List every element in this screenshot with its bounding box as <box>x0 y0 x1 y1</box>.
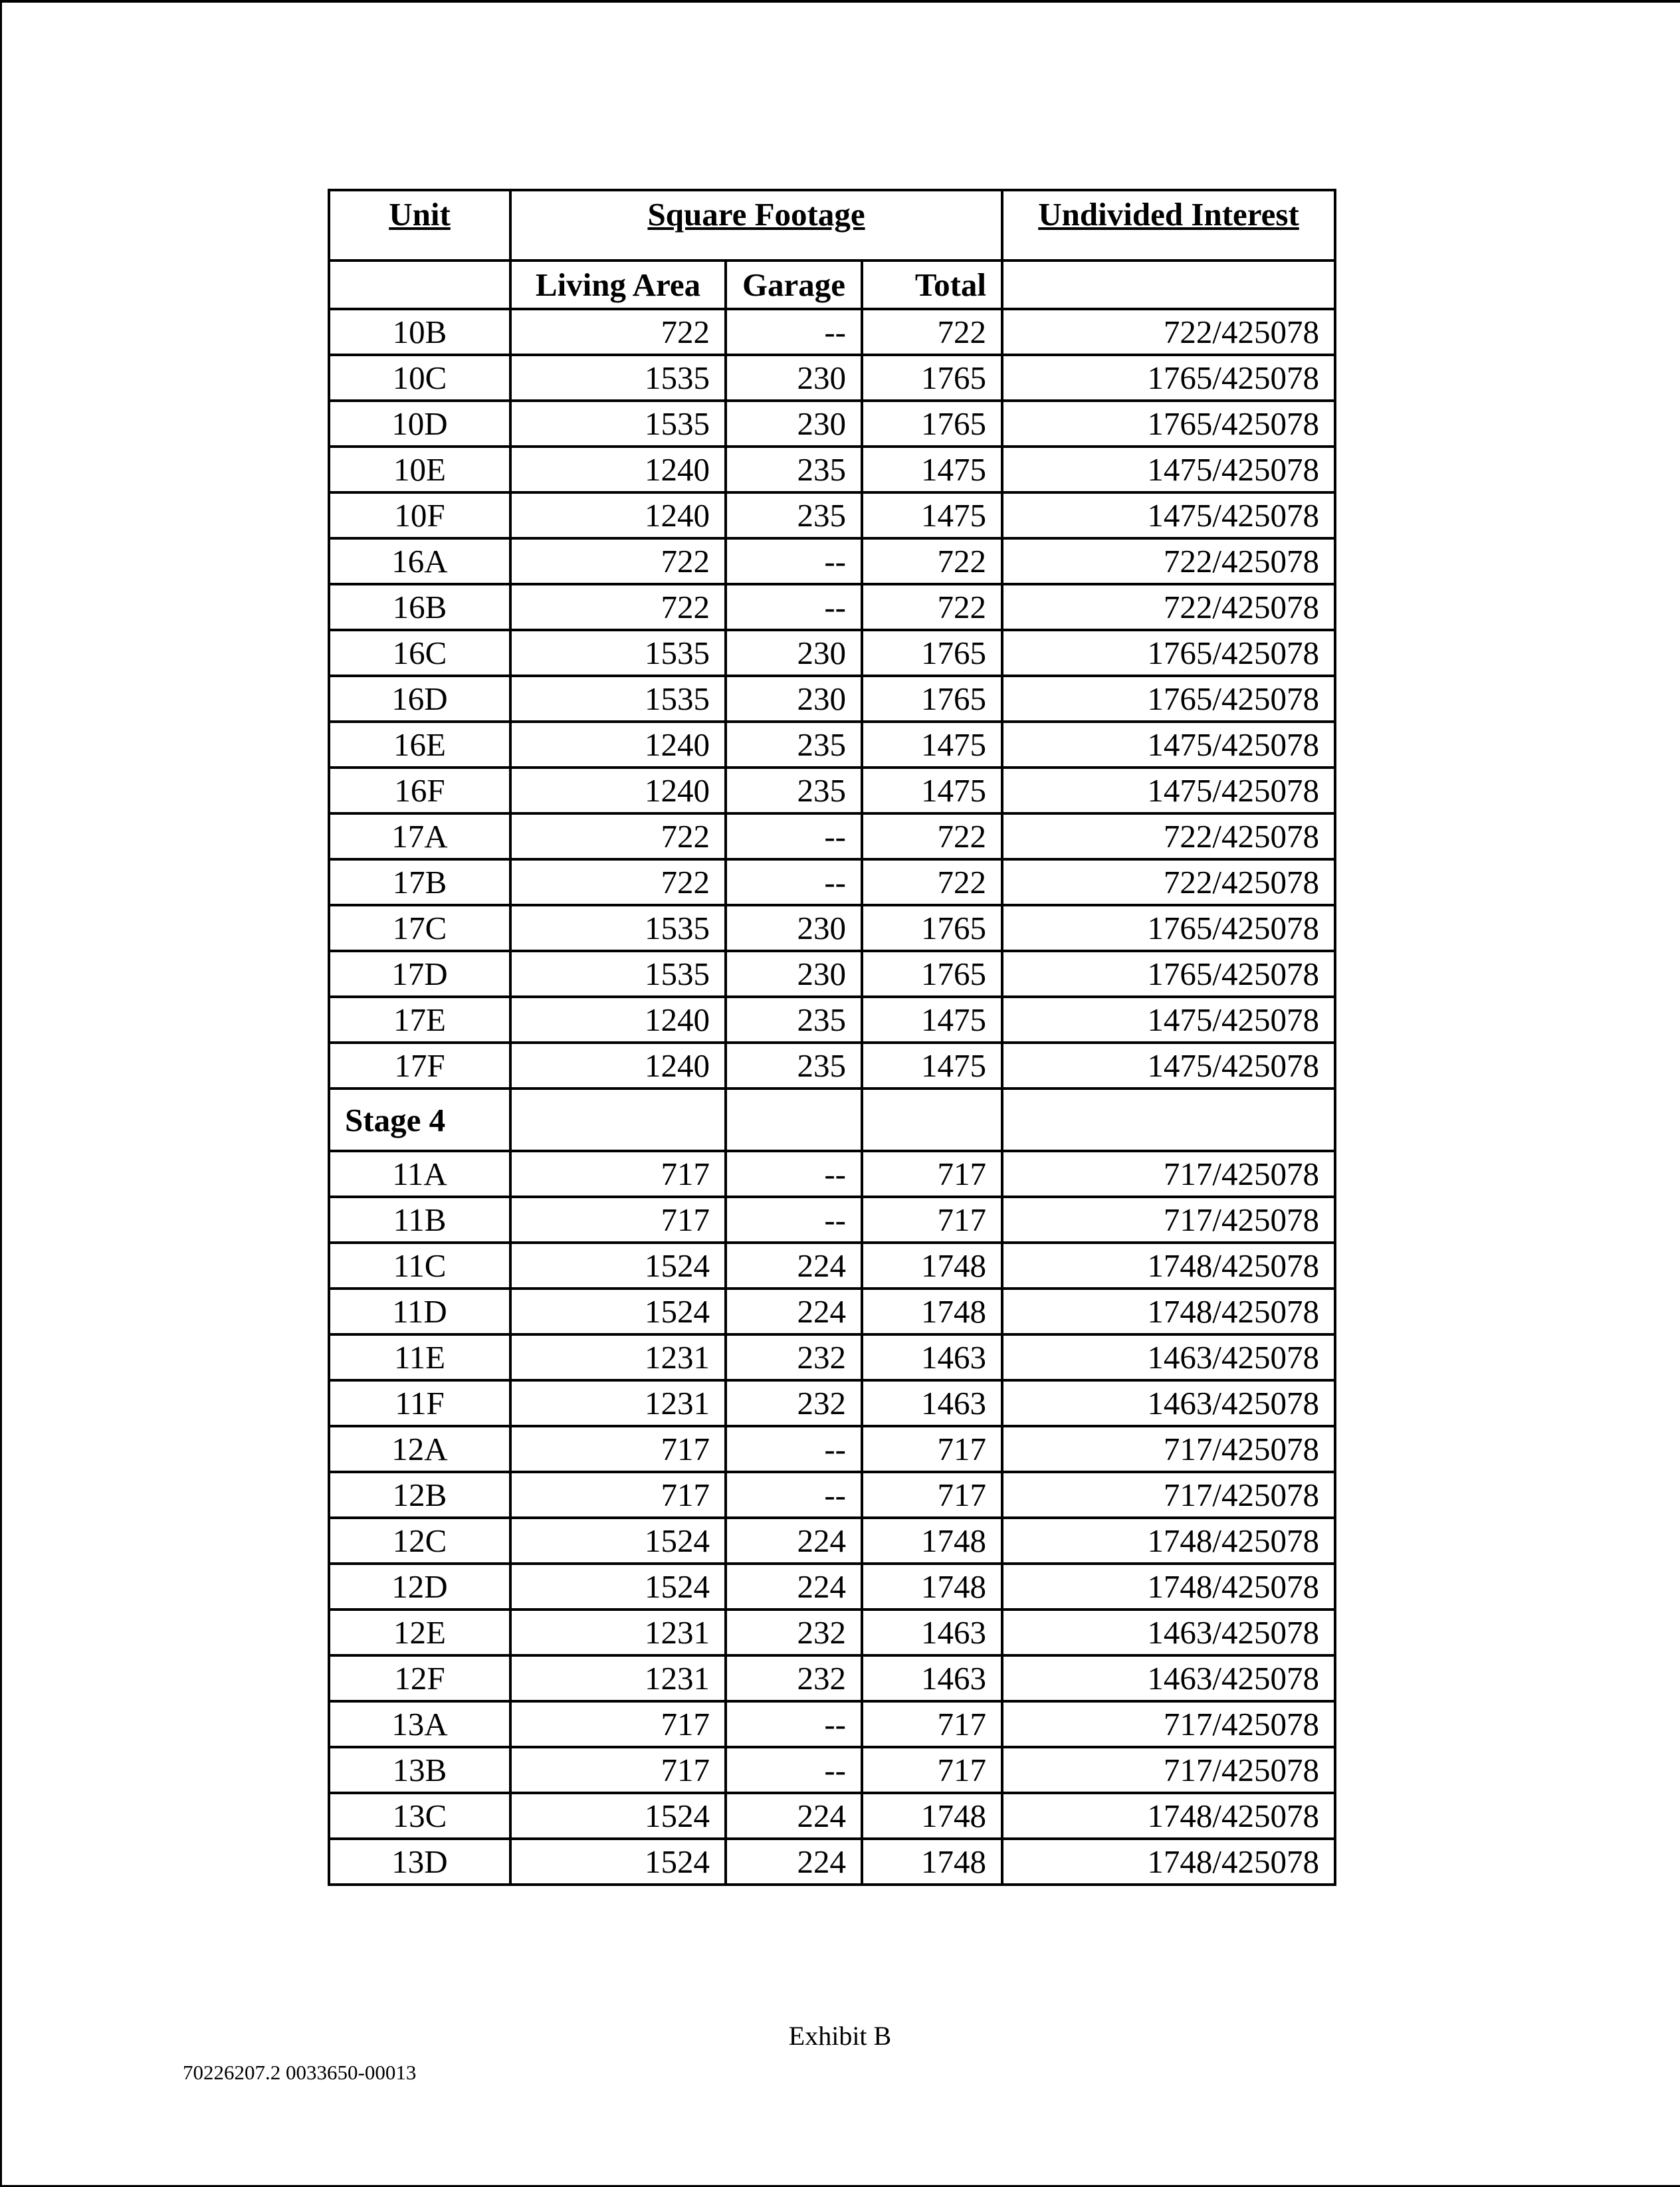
undivided-interest-cell: 717/425078 <box>1002 1747 1335 1793</box>
table-row <box>329 1043 1335 1089</box>
total-cell: 1748 <box>862 1793 1002 1839</box>
total-cell: 1765 <box>862 630 1002 676</box>
header-row-primary <box>329 190 1335 260</box>
table-row <box>329 1747 1335 1793</box>
header-undivided-interest: Undivided Interest <box>1002 190 1335 260</box>
table-row <box>329 1380 1335 1426</box>
living-area-cell: 722 <box>510 859 726 905</box>
section-row <box>329 1089 1335 1151</box>
table-row <box>329 859 1335 905</box>
header-unit: Unit <box>329 190 510 260</box>
living-area-cell: 1524 <box>510 1564 726 1610</box>
undivided-interest-cell: 722/425078 <box>1002 538 1335 584</box>
section-empty-cell <box>862 1089 1002 1151</box>
section-empty-cell <box>726 1089 862 1151</box>
undivided-interest-cell: 1748/425078 <box>1002 1839 1335 1885</box>
garage-cell: -- <box>726 538 862 584</box>
garage-cell: 235 <box>726 768 862 813</box>
garage-cell: -- <box>726 1426 862 1472</box>
living-area-cell: 1535 <box>510 951 726 997</box>
garage-cell: 230 <box>726 401 862 447</box>
living-area-cell: 1231 <box>510 1380 726 1426</box>
total-cell: 1748 <box>862 1518 1002 1564</box>
total-cell: 1748 <box>862 1289 1002 1334</box>
unit-cell: 17A <box>329 813 510 859</box>
total-cell: 1765 <box>862 676 1002 722</box>
garage-cell: 235 <box>726 447 862 492</box>
section-empty-cell <box>510 1089 726 1151</box>
unit-cell: 11F <box>329 1380 510 1426</box>
header-living-area: Living Area <box>510 260 726 309</box>
table-row <box>329 1197 1335 1243</box>
garage-cell: -- <box>726 584 862 630</box>
garage-cell: 235 <box>726 722 862 768</box>
total-cell: 722 <box>862 813 1002 859</box>
garage-cell: -- <box>726 859 862 905</box>
table-row <box>329 1518 1335 1564</box>
undivided-interest-cell: 1748/425078 <box>1002 1243 1335 1289</box>
living-area-cell: 1524 <box>510 1839 726 1885</box>
living-area-cell: 1240 <box>510 722 726 768</box>
total-cell: 717 <box>862 1472 1002 1518</box>
total-cell: 1475 <box>862 722 1002 768</box>
garage-cell: 230 <box>726 630 862 676</box>
living-area-cell: 717 <box>510 1426 726 1472</box>
total-cell: 1475 <box>862 1043 1002 1089</box>
garage-cell: -- <box>726 309 862 355</box>
table-row <box>329 1839 1335 1885</box>
undivided-interest-cell: 1765/425078 <box>1002 951 1335 997</box>
total-cell: 1748 <box>862 1243 1002 1289</box>
total-cell: 722 <box>862 584 1002 630</box>
scan-edge-top <box>0 0 1680 3</box>
undivided-interest-cell: 717/425078 <box>1002 1426 1335 1472</box>
living-area-cell: 722 <box>510 538 726 584</box>
undivided-interest-cell: 1475/425078 <box>1002 768 1335 813</box>
living-area-cell: 717 <box>510 1197 726 1243</box>
table-row <box>329 492 1335 538</box>
total-cell: 717 <box>862 1747 1002 1793</box>
total-cell: 1475 <box>862 492 1002 538</box>
table-row <box>329 1610 1335 1655</box>
unit-cell: 12B <box>329 1472 510 1518</box>
table-row <box>329 1701 1335 1747</box>
unit-cell: 11B <box>329 1197 510 1243</box>
garage-cell: 224 <box>726 1289 862 1334</box>
table-row <box>329 905 1335 951</box>
living-area-cell: 1535 <box>510 676 726 722</box>
undivided-interest-cell: 722/425078 <box>1002 859 1335 905</box>
undivided-interest-cell: 1765/425078 <box>1002 676 1335 722</box>
living-area-cell: 1524 <box>510 1518 726 1564</box>
garage-cell: 224 <box>726 1518 862 1564</box>
table-row <box>329 676 1335 722</box>
undivided-interest-cell: 1475/425078 <box>1002 447 1335 492</box>
total-cell: 717 <box>862 1151 1002 1197</box>
table-row <box>329 813 1335 859</box>
living-area-cell: 1535 <box>510 355 726 401</box>
garage-cell: 232 <box>726 1380 862 1426</box>
living-area-cell: 717 <box>510 1151 726 1197</box>
header-square-footage: Square Footage <box>510 190 1002 260</box>
garage-cell: -- <box>726 1701 862 1747</box>
garage-cell: 230 <box>726 355 862 401</box>
total-cell: 1765 <box>862 355 1002 401</box>
table-row <box>329 401 1335 447</box>
undivided-interest-cell: 1765/425078 <box>1002 401 1335 447</box>
living-area-cell: 722 <box>510 813 726 859</box>
garage-cell: 224 <box>726 1243 862 1289</box>
unit-cell: 16C <box>329 630 510 676</box>
living-area-cell: 717 <box>510 1747 726 1793</box>
unit-cell: 17F <box>329 1043 510 1089</box>
undivided-interest-cell: 1748/425078 <box>1002 1564 1335 1610</box>
unit-cell: 13A <box>329 1701 510 1747</box>
document-id: 70226207.2 0033650-00013 <box>183 2061 417 2084</box>
garage-cell: 224 <box>726 1839 862 1885</box>
total-cell: 722 <box>862 538 1002 584</box>
unit-cell: 11E <box>329 1334 510 1380</box>
undivided-interest-cell: 717/425078 <box>1002 1151 1335 1197</box>
total-cell: 722 <box>862 859 1002 905</box>
unit-cell: 10D <box>329 401 510 447</box>
living-area-cell: 1524 <box>510 1243 726 1289</box>
table-row <box>329 1289 1335 1334</box>
table-row <box>329 309 1335 355</box>
undivided-interest-cell: 717/425078 <box>1002 1701 1335 1747</box>
unit-cell: 10E <box>329 447 510 492</box>
unit-cell: 10C <box>329 355 510 401</box>
undivided-interest-cell: 1748/425078 <box>1002 1289 1335 1334</box>
table-row <box>329 722 1335 768</box>
table-row <box>329 1793 1335 1839</box>
unit-cell: 13B <box>329 1747 510 1793</box>
unit-cell: 10B <box>329 309 510 355</box>
table-row <box>329 584 1335 630</box>
scan-edge-left <box>0 0 2 2187</box>
garage-cell: -- <box>726 1151 862 1197</box>
garage-cell: 235 <box>726 492 862 538</box>
unit-cell: 17E <box>329 997 510 1043</box>
total-cell: 717 <box>862 1701 1002 1747</box>
total-cell: 1765 <box>862 905 1002 951</box>
unit-square-footage-table <box>328 189 1336 1886</box>
header-total: Total <box>862 260 1002 309</box>
table-row <box>329 1655 1335 1701</box>
total-cell: 717 <box>862 1426 1002 1472</box>
garage-cell: 224 <box>726 1793 862 1839</box>
table-body <box>329 309 1335 1885</box>
garage-cell: 230 <box>726 951 862 997</box>
unit-cell: 16E <box>329 722 510 768</box>
living-area-cell: 1231 <box>510 1655 726 1701</box>
undivided-interest-cell: 1748/425078 <box>1002 1518 1335 1564</box>
garage-cell: 235 <box>726 997 862 1043</box>
total-cell: 1463 <box>862 1380 1002 1426</box>
garage-cell: 232 <box>726 1334 862 1380</box>
garage-cell: -- <box>726 1747 862 1793</box>
table-row <box>329 997 1335 1043</box>
unit-cell: 12A <box>329 1426 510 1472</box>
undivided-interest-cell: 1475/425078 <box>1002 1043 1335 1089</box>
table-row <box>329 768 1335 813</box>
table-row <box>329 1472 1335 1518</box>
total-cell: 717 <box>862 1197 1002 1243</box>
table-row <box>329 1334 1335 1380</box>
unit-cell: 12C <box>329 1518 510 1564</box>
unit-cell: 16F <box>329 768 510 813</box>
garage-cell: 235 <box>726 1043 862 1089</box>
unit-cell: 11A <box>329 1151 510 1197</box>
table-row <box>329 538 1335 584</box>
unit-cell: 17D <box>329 951 510 997</box>
unit-cell: 16A <box>329 538 510 584</box>
garage-cell: -- <box>726 1197 862 1243</box>
table-row <box>329 951 1335 997</box>
exhibit-label: Exhibit B <box>788 2021 892 2051</box>
undivided-interest-cell: 1475/425078 <box>1002 722 1335 768</box>
living-area-cell: 717 <box>510 1472 726 1518</box>
total-cell: 1475 <box>862 997 1002 1043</box>
total-cell: 1463 <box>862 1334 1002 1380</box>
total-cell: 722 <box>862 309 1002 355</box>
undivided-interest-cell: 722/425078 <box>1002 813 1335 859</box>
total-cell: 1463 <box>862 1610 1002 1655</box>
undivided-interest-cell: 1463/425078 <box>1002 1380 1335 1426</box>
unit-cell: 12F <box>329 1655 510 1701</box>
unit-cell: 16B <box>329 584 510 630</box>
total-cell: 1765 <box>862 951 1002 997</box>
garage-cell: -- <box>726 813 862 859</box>
undivided-interest-cell: 1463/425078 <box>1002 1610 1335 1655</box>
living-area-cell: 722 <box>510 584 726 630</box>
living-area-cell: 1524 <box>510 1289 726 1334</box>
undivided-interest-cell: 1748/425078 <box>1002 1793 1335 1839</box>
undivided-interest-cell: 722/425078 <box>1002 584 1335 630</box>
undivided-interest-cell: 1475/425078 <box>1002 997 1335 1043</box>
header-blank-interest <box>1002 260 1335 309</box>
garage-cell: 232 <box>726 1610 862 1655</box>
undivided-interest-cell: 1463/425078 <box>1002 1655 1335 1701</box>
unit-cell: 13C <box>329 1793 510 1839</box>
section-label: Stage 4 <box>329 1089 510 1151</box>
total-cell: 1475 <box>862 447 1002 492</box>
garage-cell: 232 <box>726 1655 862 1701</box>
undivided-interest-cell: 717/425078 <box>1002 1472 1335 1518</box>
unit-cell: 10F <box>329 492 510 538</box>
undivided-interest-cell: 1765/425078 <box>1002 355 1335 401</box>
living-area-cell: 1535 <box>510 630 726 676</box>
undivided-interest-cell: 1475/425078 <box>1002 492 1335 538</box>
unit-cell: 17B <box>329 859 510 905</box>
living-area-cell: 1231 <box>510 1334 726 1380</box>
table-row <box>329 447 1335 492</box>
unit-cell: 12E <box>329 1610 510 1655</box>
table-row <box>329 1426 1335 1472</box>
unit-cell: 13D <box>329 1839 510 1885</box>
unit-cell: 17C <box>329 905 510 951</box>
table-row <box>329 355 1335 401</box>
undivided-interest-cell: 1463/425078 <box>1002 1334 1335 1380</box>
total-cell: 1765 <box>862 401 1002 447</box>
undivided-interest-cell: 722/425078 <box>1002 309 1335 355</box>
total-cell: 1463 <box>862 1655 1002 1701</box>
unit-cell: 11D <box>329 1289 510 1334</box>
living-area-cell: 1240 <box>510 768 726 813</box>
garage-cell: 230 <box>726 905 862 951</box>
living-area-cell: 1231 <box>510 1610 726 1655</box>
garage-cell: 230 <box>726 676 862 722</box>
garage-cell: -- <box>726 1472 862 1518</box>
living-area-cell: 1240 <box>510 1043 726 1089</box>
living-area-cell: 1535 <box>510 905 726 951</box>
living-area-cell: 1240 <box>510 447 726 492</box>
living-area-cell: 1240 <box>510 492 726 538</box>
header-row-secondary <box>329 260 1335 309</box>
undivided-interest-cell: 1765/425078 <box>1002 905 1335 951</box>
total-cell: 1748 <box>862 1564 1002 1610</box>
undivided-interest-cell: 1765/425078 <box>1002 630 1335 676</box>
living-area-cell: 722 <box>510 309 726 355</box>
total-cell: 1748 <box>862 1839 1002 1885</box>
unit-cell: 11C <box>329 1243 510 1289</box>
table-row <box>329 1151 1335 1197</box>
table-row <box>329 1564 1335 1610</box>
living-area-cell: 1524 <box>510 1793 726 1839</box>
unit-cell: 16D <box>329 676 510 722</box>
total-cell: 1475 <box>862 768 1002 813</box>
living-area-cell: 1535 <box>510 401 726 447</box>
table-row <box>329 1243 1335 1289</box>
unit-cell: 12D <box>329 1564 510 1610</box>
garage-cell: 224 <box>726 1564 862 1610</box>
section-empty-cell <box>1002 1089 1335 1151</box>
header-blank-unit <box>329 260 510 309</box>
living-area-cell: 717 <box>510 1701 726 1747</box>
header-garage: Garage <box>726 260 862 309</box>
table-row <box>329 630 1335 676</box>
living-area-cell: 1240 <box>510 997 726 1043</box>
undivided-interest-cell: 717/425078 <box>1002 1197 1335 1243</box>
